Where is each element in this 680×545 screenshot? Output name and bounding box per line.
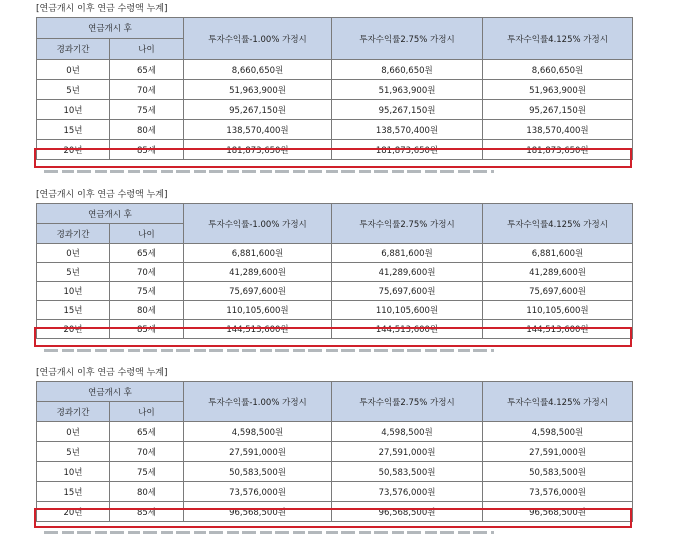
- period-cell: 10년: [37, 462, 110, 482]
- header-col2: 투자수익률2.75% 가정시: [332, 18, 483, 60]
- value-cell: 51,963,900원: [483, 80, 633, 100]
- period-cell: 0년: [37, 244, 110, 263]
- table-2-caption: [연금개시 이후 연금 수령액 누계]: [36, 190, 168, 200]
- header-col3: 투자수익률4.125% 가정시: [483, 204, 633, 244]
- period-cell: 20년: [37, 320, 110, 339]
- age-cell: 75세: [110, 282, 184, 301]
- age-cell: 85세: [110, 320, 184, 339]
- period-cell: 5년: [37, 442, 110, 462]
- age-cell: 80세: [110, 482, 184, 502]
- header-col1: 투자수익률-1.00% 가정시: [184, 204, 332, 244]
- pension-table-3: [36, 381, 633, 522]
- table-row: [37, 282, 633, 301]
- period-cell: 15년: [37, 120, 110, 140]
- value-cell: 4,598,500원: [332, 422, 483, 442]
- value-cell: 144,513,600원: [332, 320, 483, 339]
- value-cell: 50,583,500원: [483, 462, 633, 482]
- value-cell: 6,881,600원: [332, 244, 483, 263]
- table-row: [37, 60, 633, 80]
- header-group: 연금개시 후: [37, 18, 184, 39]
- value-cell: 110,105,600원: [184, 301, 332, 320]
- value-cell: 8,660,650원: [332, 60, 483, 80]
- table-row: [37, 482, 633, 502]
- period-cell: 15년: [37, 482, 110, 502]
- age-cell: 65세: [110, 244, 184, 263]
- age-cell: 70세: [110, 80, 184, 100]
- value-cell: 41,289,600원: [184, 263, 332, 282]
- value-cell: 6,881,600원: [483, 244, 633, 263]
- cropped-footnote-line: [44, 531, 494, 534]
- value-cell: 75,697,600원: [184, 282, 332, 301]
- age-cell: 80세: [110, 120, 184, 140]
- value-cell: 27,591,000원: [332, 442, 483, 462]
- header-col3: 투자수익률4.125% 가정시: [483, 18, 633, 60]
- period-cell: 10년: [37, 282, 110, 301]
- age-cell: 70세: [110, 263, 184, 282]
- pension-table-1: [36, 17, 633, 160]
- period-cell: 5년: [37, 80, 110, 100]
- table-row: [37, 100, 633, 120]
- value-cell: 138,570,400원: [184, 120, 332, 140]
- table-1-caption: [연금개시 이후 연금 수령액 누계]: [36, 4, 168, 14]
- period-cell: 0년: [37, 422, 110, 442]
- table-row-highlighted: [37, 140, 633, 160]
- age-cell: 85세: [110, 140, 184, 160]
- table-row-highlighted: [37, 502, 633, 522]
- value-cell: 8,660,650원: [184, 60, 332, 80]
- period-cell: 15년: [37, 301, 110, 320]
- value-cell: 51,963,900원: [184, 80, 332, 100]
- header-col2: 투자수익률2.75% 가정시: [332, 382, 483, 422]
- value-cell: 95,267,150원: [184, 100, 332, 120]
- value-cell: 41,289,600원: [332, 263, 483, 282]
- header-col1: 투자수익률-1.00% 가정시: [184, 382, 332, 422]
- age-cell: 65세: [110, 60, 184, 80]
- header-age: 나이: [110, 224, 184, 244]
- period-cell: 10년: [37, 100, 110, 120]
- pension-table-2: [36, 203, 633, 339]
- cropped-footnote-line: [44, 349, 494, 352]
- value-cell: 50,583,500원: [184, 462, 332, 482]
- age-cell: 70세: [110, 442, 184, 462]
- value-cell: 27,591,000원: [184, 442, 332, 462]
- value-cell: 73,576,000원: [184, 482, 332, 502]
- period-cell: 20년: [37, 502, 110, 522]
- age-cell: 85세: [110, 502, 184, 522]
- value-cell: 95,267,150원: [483, 100, 633, 120]
- value-cell: 75,697,600원: [332, 282, 483, 301]
- header-period: 경과기간: [37, 224, 110, 244]
- value-cell: 27,591,000원: [483, 442, 633, 462]
- header-age: 나이: [110, 402, 184, 422]
- value-cell: 181,873,650원: [332, 140, 483, 160]
- value-cell: 4,598,500원: [483, 422, 633, 442]
- period-cell: 5년: [37, 263, 110, 282]
- value-cell: 96,568,500원: [483, 502, 633, 522]
- table-row-highlighted: [37, 320, 633, 339]
- table-row: [37, 301, 633, 320]
- value-cell: 144,513,600원: [483, 320, 633, 339]
- value-cell: 138,570,400원: [483, 120, 633, 140]
- period-cell: 20년: [37, 140, 110, 160]
- period-cell: 0년: [37, 60, 110, 80]
- value-cell: 50,583,500원: [332, 462, 483, 482]
- value-cell: 110,105,600원: [483, 301, 633, 320]
- cropped-footnote-line: [44, 170, 494, 173]
- value-cell: 73,576,000원: [332, 482, 483, 502]
- value-cell: 96,568,500원: [332, 502, 483, 522]
- table-row: [37, 442, 633, 462]
- value-cell: 4,598,500원: [184, 422, 332, 442]
- table-row: [37, 80, 633, 100]
- table-row: [37, 244, 633, 263]
- value-cell: 6,881,600원: [184, 244, 332, 263]
- table-row: [37, 120, 633, 140]
- header-period: 경과기간: [37, 39, 110, 60]
- value-cell: 181,873,650원: [483, 140, 633, 160]
- value-cell: 95,267,150원: [332, 100, 483, 120]
- table-row: [37, 263, 633, 282]
- value-cell: 96,568,500원: [184, 502, 332, 522]
- table-row: [37, 422, 633, 442]
- value-cell: 138,570,400원: [332, 120, 483, 140]
- age-cell: 65세: [110, 422, 184, 442]
- header-group: 연금개시 후: [37, 382, 184, 402]
- value-cell: 181,873,650원: [184, 140, 332, 160]
- table-row: [37, 462, 633, 482]
- age-cell: 75세: [110, 462, 184, 482]
- header-col3: 투자수익률4.125% 가정시: [483, 382, 633, 422]
- header-group: 연금개시 후: [37, 204, 184, 224]
- value-cell: 110,105,600원: [332, 301, 483, 320]
- header-col2: 투자수익률2.75% 가정시: [332, 204, 483, 244]
- value-cell: 51,963,900원: [332, 80, 483, 100]
- value-cell: 73,576,000원: [483, 482, 633, 502]
- value-cell: 41,289,600원: [483, 263, 633, 282]
- value-cell: 144,513,600원: [184, 320, 332, 339]
- age-cell: 80세: [110, 301, 184, 320]
- header-age: 나이: [110, 39, 184, 60]
- value-cell: 75,697,600원: [483, 282, 633, 301]
- value-cell: 8,660,650원: [483, 60, 633, 80]
- age-cell: 75세: [110, 100, 184, 120]
- header-col1: 투자수익률-1.00% 가정시: [184, 18, 332, 60]
- table-3-caption: [연금개시 이후 연금 수령액 누계]: [36, 368, 168, 378]
- header-period: 경과기간: [37, 402, 110, 422]
